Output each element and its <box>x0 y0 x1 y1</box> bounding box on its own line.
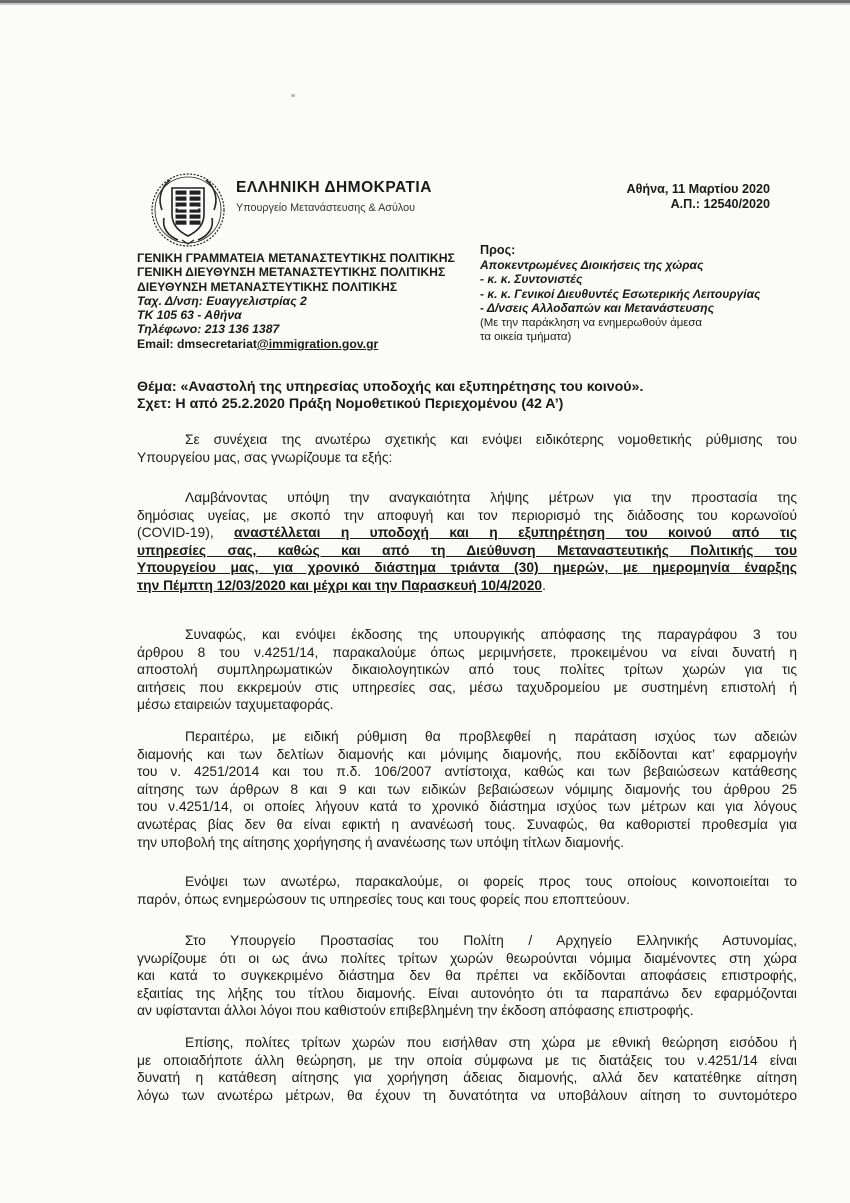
to-label: Προς: <box>480 243 516 257</box>
letter-date: Αθήνα, 11 Μαρτίου 2020 <box>626 182 770 196</box>
recipient-note: τα οικεία τμήματα) <box>480 331 572 343</box>
text-line: Στο Υπουργείο Προστασίας του Πολίτη / Αρχηγείο Ελληνικής Αστυνομίας, <box>185 933 797 948</box>
text-line: Υπουργείου μας, σας γνωρίζουμε τα εξής: <box>137 449 393 465</box>
recipient-line: - Δ/νσεις Αλλοδαπών και Μετανάστευσης <box>480 301 714 315</box>
text-line: Επίσης, πολίτες τρίτων χωρών που εισήλθαν στη χώρα με εθνική θεώρηση εισόδου ή <box>185 1035 797 1050</box>
sender-line: ΓΕΝΙΚΗ ΔΙΕΥΘΥΝΣΗ ΜΕΤΑΝΑΣΤΕΥΤΙΚΗΣ ΠΟΛΙΤΙΚΗΣ <box>137 265 446 280</box>
text-plain: (COVID-19), <box>137 525 235 541</box>
text-line: διαμονής και των δελτίων διαμονής και μόνιμης διαμονής, που εκδίδονται κατ’ εφαρμογήν <box>137 746 797 762</box>
text-emphasis: την Πέμπτη 12/03/2020 και μέχρι και την Παρασκευή 10/4/2020 <box>137 577 543 593</box>
paragraph-5 <box>137 873 797 908</box>
text-line: γνωρίζουμε ότι οι ως άνω πολίτες τρίτων χωρών θεωρούνται νόμιμα διαμένοντες στη χώρα <box>137 950 797 966</box>
paragraph-4 <box>137 728 797 851</box>
text-line: Ενόψει των ανωτέρω, παρακαλούμε, οι φορείς προς τους οποίους κοινοποιείται το <box>185 874 797 889</box>
paragraph-2 <box>137 489 797 595</box>
recipient-note: (Με την παράκληση να ενημερωθούν άμεσα <box>480 316 702 329</box>
email-label: Email: dmsecretariat <box>137 336 257 351</box>
text-line: αποστολή συμπληρωματικών δικαιολογητικών από τους πολίτες τρίτων χωρών για τις <box>137 662 797 678</box>
text-line <box>137 577 797 595</box>
ministry-name: Υπουργείο Μετανάστευσης & Ασύλου <box>236 202 416 214</box>
sender-address: Ταχ. Δ/νση: Ευαγγελιστρίας 2 <box>137 293 307 308</box>
text-line: αιτήσεις που εκκρεμούν στις υπηρεσίες σας, μέσω ταχυδρομείου με συστημένη επιστολή ή <box>137 679 797 695</box>
text-line: παρόν, όπως ενημερώσουν τις υπηρεσίες τους και τους φορείς που εποπτεύουν. <box>137 891 630 907</box>
text-line: μέσω εταιρειών ταχυμεταφοράς. <box>137 697 334 713</box>
paragraph-6 <box>137 932 797 1020</box>
paragraph-7 <box>137 1034 797 1104</box>
text-line: λόγω των ανωτέρω μέτρων, θα έχουν τη δυνατότητα να υποβάλουν αίτηση το συντομότερο <box>137 1087 797 1103</box>
subject-line: Θέμα: «Αναστολή της υπηρεσίας υποδοχής και εξυπηρέτησης του κοινού». <box>137 379 644 395</box>
recipient-line: - κ. κ. Συντονιστές <box>480 272 583 286</box>
greek-coat-of-arms-icon <box>148 170 228 250</box>
republic-name: ΕΛΛΗΝΙΚΗ ΔΗΜΟΚΡΑΤΙΑ <box>236 179 432 196</box>
text-line: και κατά το συγκεκριμένο διάστημα δεν θα πρέπει να εκδίδονται αποφάσεις επιστροφής, <box>137 968 797 984</box>
sender-block <box>137 251 482 351</box>
scan-top-shadow <box>0 3 850 5</box>
text-line: Λαμβάνοντας υπόψη την αναγκαιότητα λήψης μέτρων για την προστασία της <box>185 490 797 505</box>
reference-line: Σχετ: Η από 25.2.2020 Πράξη Νομοθετικού Περιεχομένου (42 Α’) <box>137 396 564 412</box>
text-line: εξαιτίας της λήξης του τίτλου διαμονής. Είναι αυτονόητο ότι τα παραπάνω δεν εφαρμόζονται <box>137 985 797 1001</box>
text-line: αίτησης των άρθρων 8 και 9 και των ειδικών βεβαιώσεων νόμιμης διαμονής του άρθρου 25 <box>137 781 797 797</box>
text-line: Περαιτέρω, με ειδική ρύθμιση θα προβλεφθεί η παράταση ισχύος των αδειών <box>185 729 797 744</box>
text-emphasis: αναστέλλεται η υποδοχή και η εξυπηρέτηση του κοινού από τις <box>234 525 797 541</box>
email-link[interactable]: @immigration.gov.gr <box>256 336 379 351</box>
text-emphasis: Υπουργείου μας, για χρονικό διάστημα τριάντα (30) ημερών, με ημερομηνία έναρξης <box>137 560 797 576</box>
text-line: άρθρου 8 του ν.4251/14, παρακαλούμε όπως μεριμνήσετε, προκειμένου να είναι δυνατή η <box>137 644 797 660</box>
text-line: δημόσιας υγείας, με σκοπό την αποφυγή και τον περιορισμό της διάδοσης του κορωνοϊού <box>137 507 797 523</box>
text-plain: . <box>542 577 546 593</box>
sender-line: ΓΕΝΙΚΗ ΓΡΑΜΜΑΤΕΙΑ ΜΕΤΑΝΑΣΤΕΥΤΙΚΗΣ ΠΟΛΙΤΙΚΗΣ <box>137 251 455 265</box>
text-line <box>137 524 797 542</box>
protocol-number: Α.Π.: 12540/2020 <box>670 197 770 211</box>
subject-block <box>137 379 797 413</box>
sender-phone: Τηλέφωνο: 213 136 1387 <box>137 322 280 337</box>
scan-speck <box>291 94 295 97</box>
sender-line: ΔΙΕΥΘΥΝΣΗ ΜΕΤΑΝΑΣΤΕΥΤΙΚΗΣ ΠΟΛΙΤΙΚΗΣ <box>137 279 398 294</box>
text-line: ανωτέρας βίας δεν θα είναι εφικτή η ανανέωσή τους. Συναφώς, θα καθοριστεί προθεσμία για <box>137 816 797 832</box>
recipient-line: - κ. κ. Γενικοί Διευθυντές Εσωτερικής Λειτουργίας <box>480 286 761 301</box>
text-line: του ν.4251/14, οι οποίες λήγουν κατά το χρονικό διάστημα ισχύος των μέτρων και για λόγους <box>137 799 797 815</box>
paragraph-1 <box>137 431 797 466</box>
text-line: του ν. 4251/2014 και του π.δ. 106/2007 αντίστοιχα, καθώς και των βεβαιώσεων κατάθεσης <box>137 764 797 780</box>
sender-email <box>137 337 482 351</box>
text-line: με οποιαδήποτε άλλη θεώρηση, με την οποία σύμφωνα με τις διατάξεις του ν.4251/14 είναι <box>137 1052 797 1068</box>
text-line: Σε συνέχεια της ανωτέρω σχετικής και ενόψει ειδικότερης νομοθετικής ρύθμισης του <box>185 432 797 447</box>
sender-postcode: ΤΚ 105 63 - Αθήνα <box>137 308 242 323</box>
date-block <box>590 182 770 212</box>
text-line: αν υφίστανται άλλοι λόγοι που καθιστούν επιβεβλημένη την έκδοση απόφασης επιστροφής. <box>137 1003 694 1019</box>
text-emphasis: υπηρεσίες σας, καθώς και από τη Διεύθυνση Μεταναστευτικής Πολιτικής του <box>137 542 797 558</box>
text-line: Συναφώς, και ενόψει έκδοσης της υπουργικής απόφασης της παραγράφου 3 του <box>185 627 797 642</box>
recipients-block <box>480 243 800 345</box>
text-line: δυνατή η κατάθεση αίτησης για χορήγηση άδειας διαμονής, αλλά δεν κατατέθηκε αίτηση <box>137 1070 797 1086</box>
text-line: την υποβολή της αίτησης χορήγησης ή ανανέωσης των υπόψη τίτλων διαμονής. <box>137 834 625 850</box>
paragraph-3 <box>137 626 797 714</box>
recipient-line: Αποκεντρωμένες Διοικήσεις της χώρας <box>480 257 704 272</box>
